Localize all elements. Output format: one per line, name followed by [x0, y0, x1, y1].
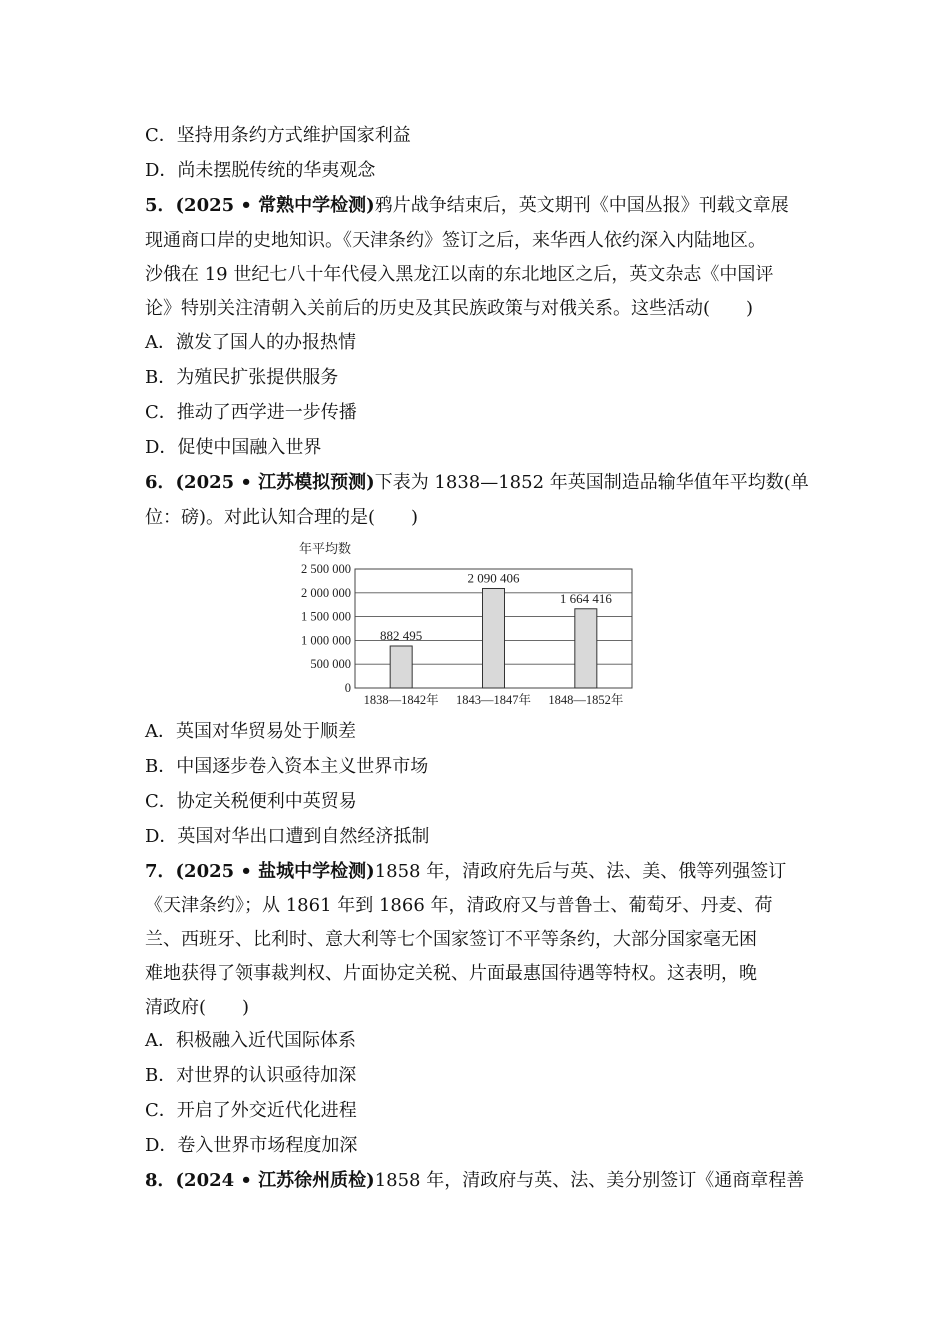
x-tick-label: 1838—1842年 [363, 693, 439, 707]
q6-source: (2025 • 江苏模拟预测) [175, 472, 375, 493]
q5-stem-line-1 [145, 195, 789, 217]
y-tick-label: 2 500 000 [301, 562, 351, 576]
q7-stem-line-4: 难地获得了领事裁判权、片面协定关税、片面最惠国待遇等特权。这表明，晚 [145, 963, 757, 984]
q6-text: 下表为 1838—1852 年英国制造品输华值年平均数(单 [374, 472, 809, 493]
q7-option-a: A．积极融入近代国际体系 [145, 1030, 356, 1051]
q7-option-b: B．对世界的认识亟待加深 [145, 1065, 357, 1086]
q5-number: 5． [145, 195, 176, 216]
y-axis-title: 年平均数 [299, 541, 352, 556]
q6-stem-line-1 [145, 472, 809, 494]
y-tick-label: 500 000 [310, 657, 351, 672]
q5-option-d: D．促使中国融入世界 [145, 437, 322, 458]
q7-stem-line-3: 兰、西班牙、比利时、意大利等七个国家签订不平等条约，大部分国家毫无困 [145, 929, 757, 950]
q8-text: 1858 年，清政府与英、法、美分别签订《通商章程善 [374, 1170, 805, 1191]
q4-option-c: C．坚持用条约方式维护国家利益 [145, 125, 411, 146]
q6-option-b: B．中国逐步卷入资本主义世界市场 [145, 756, 429, 777]
q7-option-c: C．开启了外交近代化进程 [145, 1100, 357, 1121]
bar [390, 646, 412, 688]
x-tick-label: 1848—1852年 [548, 693, 624, 707]
q5-stem-line-3: 沙俄在 19 世纪七八十年代侵入黑龙江以南的东北地区之后，英文杂志《中国评 [145, 264, 774, 285]
q7-stem-line-5: 清政府( ) [145, 997, 250, 1018]
bar [483, 588, 505, 688]
q8-number: 8． [145, 1170, 176, 1191]
y-tick-label: 1 500 000 [301, 609, 351, 624]
q7-stem-line-1 [145, 861, 786, 883]
q6-option-d: D．英国对华出口遭到自然经济抵制 [145, 826, 430, 847]
q8-source: (2024 • 江苏徐州质检) [175, 1170, 375, 1191]
q6-option-c: C．协定关税便利中英贸易 [145, 791, 357, 812]
bar [575, 609, 597, 688]
q7-option-d: D．卷入世界市场程度加深 [145, 1135, 358, 1156]
y-tick-label: 0 [344, 681, 351, 695]
q8-stem-line-1 [145, 1170, 804, 1192]
q5-stem-line-4: 论》特别关注清朝入关前后的历史及其民族政策与对俄关系。这些活动( ) [145, 298, 754, 319]
y-tick-label: 1 000 000 [301, 633, 351, 648]
y-tick-label: 2 000 000 [301, 585, 351, 600]
q7-number: 7． [145, 861, 176, 882]
q5-option-b: B．为殖民扩张提供服务 [145, 367, 339, 388]
q6-number: 6． [145, 472, 176, 493]
q4-option-d: D．尚未摆脱传统的华夷观念 [145, 160, 376, 181]
q7-source: (2025 • 盐城中学检测) [175, 861, 375, 882]
x-tick-label: 1843—1847年 [455, 693, 532, 707]
bar-value-label: 1 664 416 [559, 590, 612, 606]
bar-value-label: 882 495 [380, 627, 423, 643]
q6-option-a: A．英国对华贸易处于顺差 [145, 721, 356, 742]
q5-text: 鸦片战争结束后，英文期刊《中国丛报》刊载文章展 [374, 195, 789, 216]
q7-stem-line-2: 《天津条约》；从 1861 年到 1866 年，清政府又与普鲁士、葡萄牙、丹麦、荷 [145, 895, 773, 916]
bar-chart [285, 537, 645, 712]
q7-text: 1858 年，清政府先后与英、法、美、俄等列强签订 [374, 861, 787, 882]
bar-value-label: 2 090 406 [467, 570, 520, 586]
q5-option-c: C．推动了西学进一步传播 [145, 402, 357, 423]
q5-stem-line-2: 现通商口岸的史地知识。《天津条约》签订之后，来华西人依约深入内陆地区。 [145, 230, 766, 251]
q6-stem-line-2: 位：磅)。对此认知合理的是( ) [145, 507, 419, 528]
q5-source: (2025 • 常熟中学检测) [175, 195, 375, 216]
q5-option-a: A．激发了国人的办报热情 [145, 332, 356, 353]
